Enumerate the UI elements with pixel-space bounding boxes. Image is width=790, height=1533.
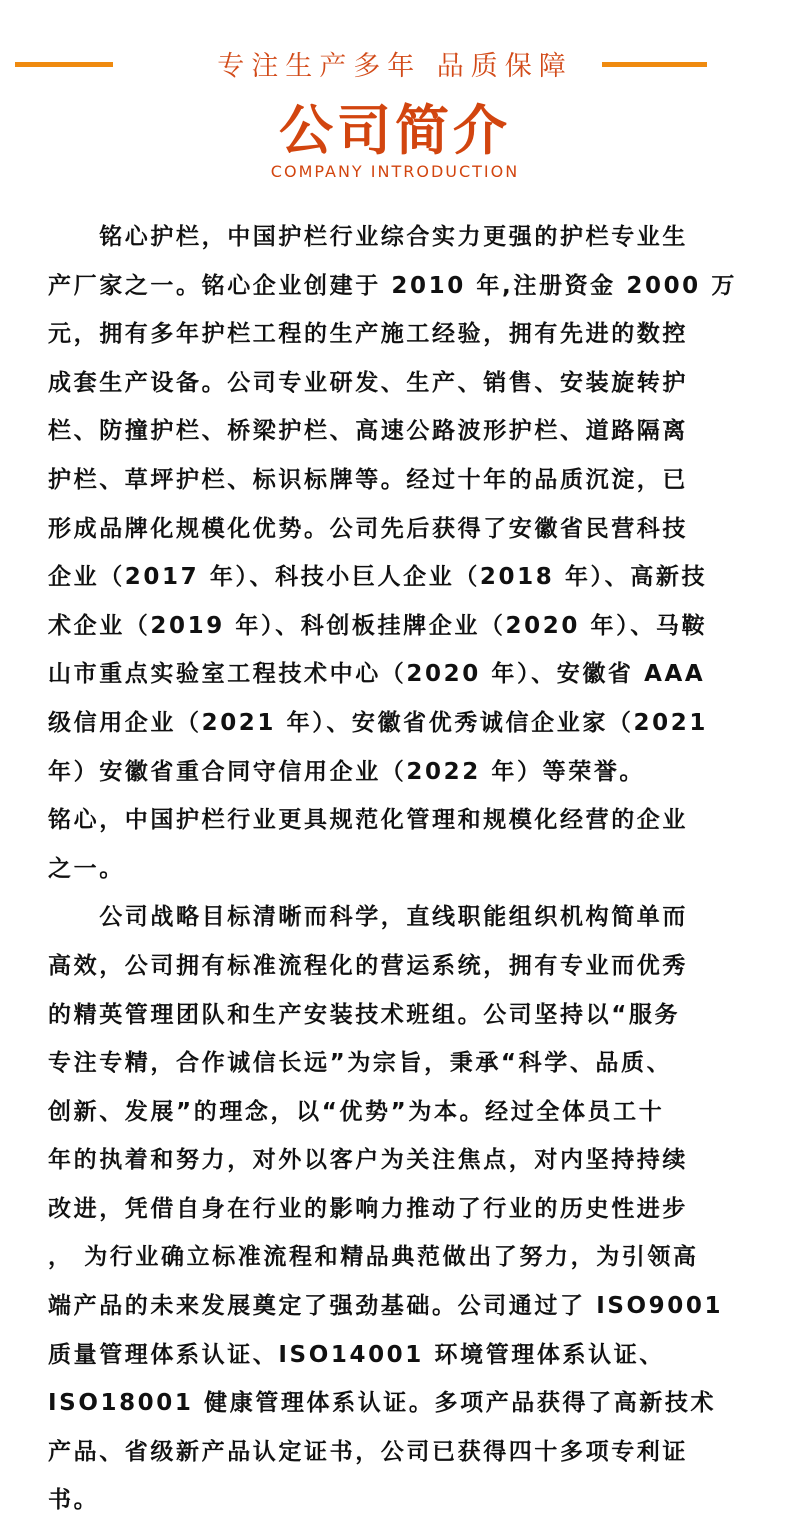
- text-line: 专注专精，合作诚信长远”为宗旨，秉承“科学、品质、: [48, 1050, 673, 1077]
- text-line: 栏、防撞护栏、桥梁护栏、高速公路波形护栏、道路隔离: [48, 418, 688, 445]
- text-line: 年的执着和努力，对外以客户为关注焦点，对内坚持持续: [48, 1147, 688, 1174]
- text-line: ISO18001 健康管理体系认证。多项产品获得了高新技术: [48, 1390, 717, 1417]
- tagline: 专注生产多年 品质保障: [217, 51, 573, 82]
- text-line: 之一。: [48, 855, 125, 882]
- text-line: 高效，公司拥有标准流程化的营运系统，拥有专业而优秀: [48, 952, 688, 979]
- text-line: 产品、省级新产品认定证书，公司已获得四十多项专利证: [48, 1438, 688, 1465]
- text-line: 元，拥有多年护栏工程的生产施工经验，拥有先进的数控: [48, 321, 688, 348]
- text-line: 质量管理体系认证、ISO14001 环境管理体系认证、: [48, 1341, 665, 1368]
- text-line: 的精英管理团队和生产安装技术班组。公司坚持以“服务: [48, 1001, 681, 1028]
- text-line: 成套生产设备。公司专业研发、生产、销售、安装旋转护: [48, 369, 688, 396]
- text-line: 术企业（2019 年）、科创板挂牌企业（2020 年）、马鞍: [48, 612, 708, 639]
- text-line: 护栏、草坪护栏、标识标牌等。经过十年的品质沉淀，已: [48, 466, 688, 493]
- text-line: 创新、发展”的理念，以“优势”为本。经过全体员工十: [48, 1098, 665, 1125]
- text-line: 企业（2017 年）、科技小巨人企业（2018 年）、高新技: [48, 564, 708, 591]
- page-subtitle: COMPANY INTRODUCTION: [270, 162, 520, 181]
- company-introduction-text: [48, 213, 768, 1525]
- text-line: 铭心护栏，中国护栏行业综合实力更强的护栏专业生: [48, 224, 688, 250]
- text-line: 产厂家之一。铭心企业创建于 2010 年,注册资金 2000 万: [48, 272, 737, 299]
- text-line: 公司战略目标清晰而科学，直线职能组织机构简单而: [48, 904, 688, 931]
- page-title: 公司简介: [279, 98, 511, 162]
- text-line: 山市重点实验室工程技术中心（2020 年）、安徽省 AAA: [48, 661, 706, 688]
- text-line: 铭心，中国护栏行业更具规范化管理和规模化经营的企业: [48, 807, 688, 834]
- text-line: 书。: [48, 1487, 100, 1514]
- text-line: 级信用企业（2021 年）、安徽省优秀诚信企业家（2021: [48, 709, 708, 736]
- text-line: 年）安徽省重合同守信用企业（2022 年）等荣誉。: [48, 758, 646, 785]
- text-line: 改进，凭借自身在行业的影响力推动了行业的历史性进步: [48, 1195, 688, 1222]
- text-line: 形成品牌化规模化优势。公司先后获得了安徽省民营科技: [48, 515, 688, 542]
- text-line: 端产品的未来发展奠定了强劲基础。公司通过了 ISO9001: [48, 1293, 724, 1320]
- text-line: ， 为行业确立标准流程和精品典范做出了努力，为引领高: [48, 1244, 699, 1271]
